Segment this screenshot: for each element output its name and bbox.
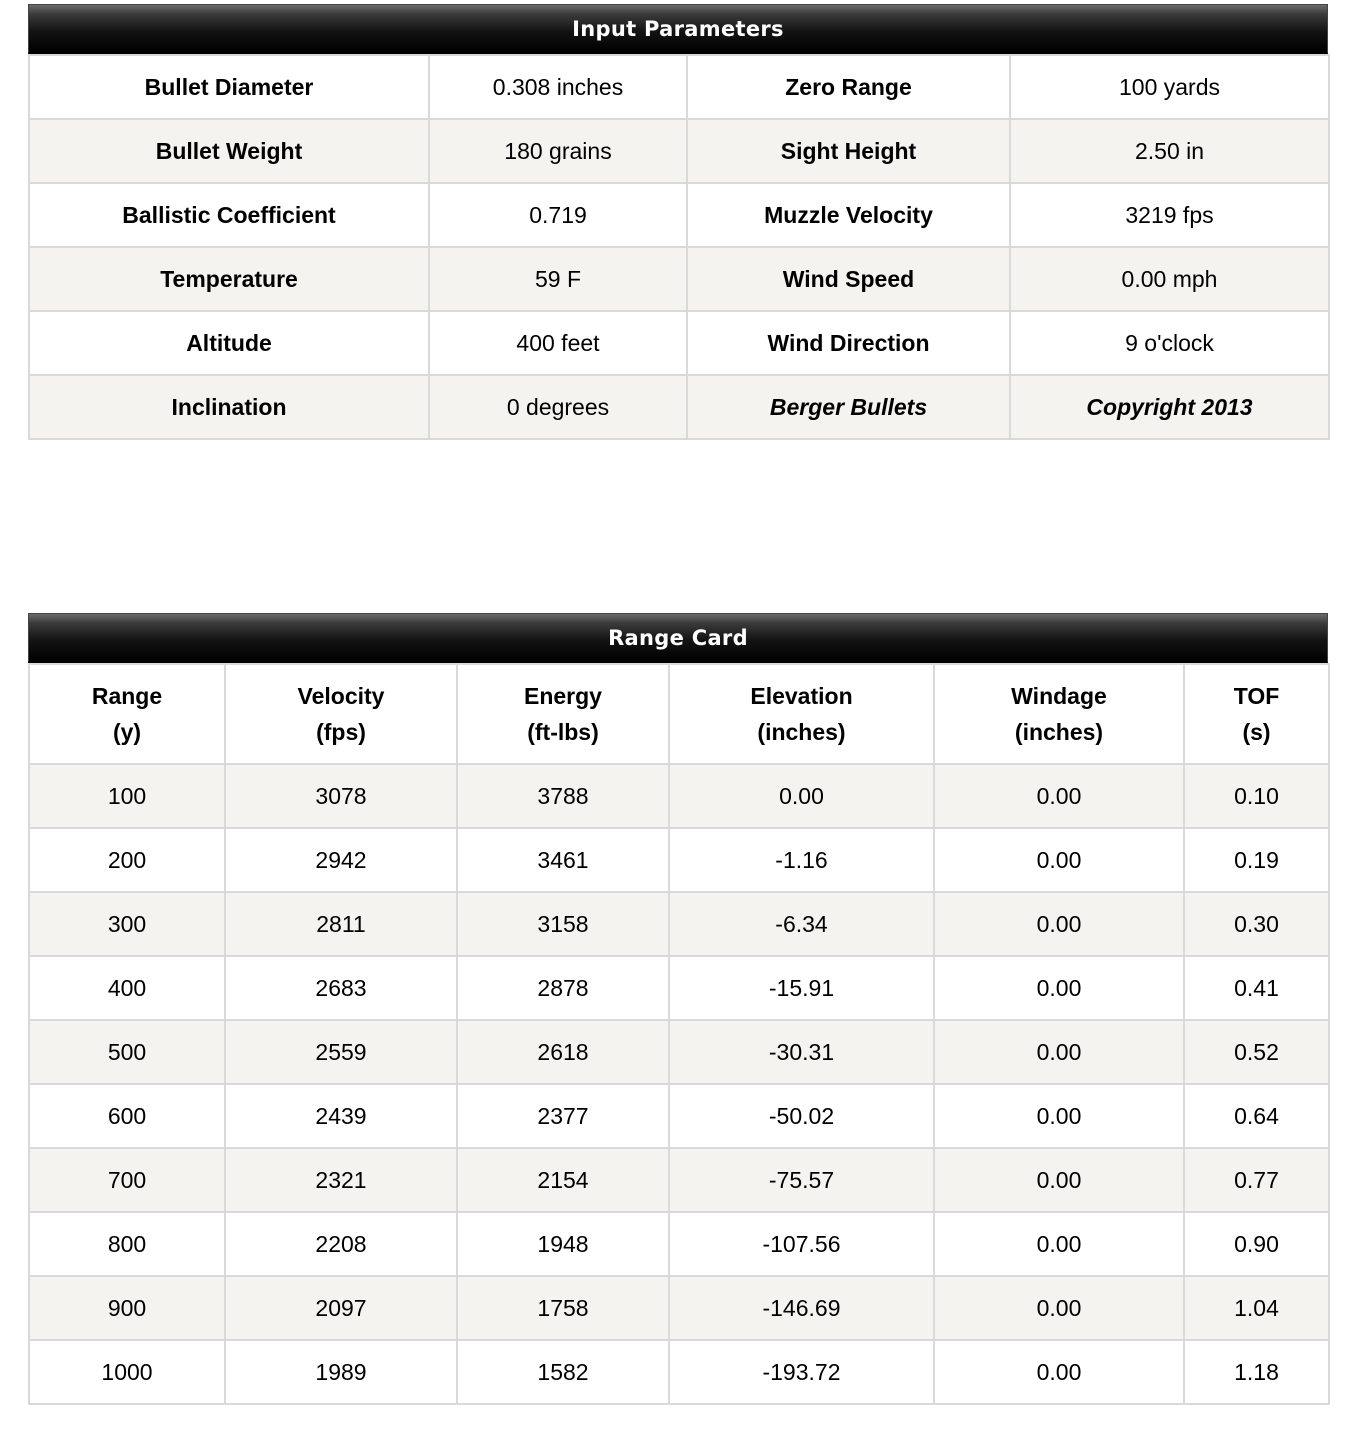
cell-velocity: 2811 (225, 892, 457, 956)
cell-elevation: -1.16 (669, 828, 934, 892)
cell-velocity: 1989 (225, 1340, 457, 1404)
column-header-range: Range (y) (29, 664, 225, 764)
cell-windage: 0.00 (934, 956, 1184, 1020)
cell-windage: 0.00 (934, 1148, 1184, 1212)
column-header-windage: Windage (inches) (934, 664, 1184, 764)
table-row (29, 956, 1329, 1020)
cell-tof: 0.41 (1184, 956, 1329, 1020)
cell-tof: 0.30 (1184, 892, 1329, 956)
param-label: Altitude (29, 311, 429, 375)
column-header-energy: Energy (ft-lbs) (457, 664, 669, 764)
cell-energy: 1948 (457, 1212, 669, 1276)
cell-tof: 0.10 (1184, 764, 1329, 828)
param-label: Wind Direction (687, 311, 1010, 375)
param-label: Inclination (29, 375, 429, 439)
column-header-tof: TOF (s) (1184, 664, 1329, 764)
param-value: 100 yards (1010, 55, 1329, 119)
cell-elevation: -193.72 (669, 1340, 934, 1404)
table-row (29, 1148, 1329, 1212)
cell-energy: 1758 (457, 1276, 669, 1340)
cell-tof: 0.77 (1184, 1148, 1329, 1212)
param-label: Ballistic Coefficient (29, 183, 429, 247)
cell-velocity: 2559 (225, 1020, 457, 1084)
param-value: 59 F (429, 247, 687, 311)
cell-windage: 0.00 (934, 1276, 1184, 1340)
cell-velocity: 2942 (225, 828, 457, 892)
cell-elevation: -30.31 (669, 1020, 934, 1084)
param-label: Bullet Weight (29, 119, 429, 183)
cell-range: 100 (29, 764, 225, 828)
param-label: Bullet Diameter (29, 55, 429, 119)
copyright-label: Copyright 2013 (1010, 375, 1329, 439)
cell-range: 400 (29, 956, 225, 1020)
cell-range: 600 (29, 1084, 225, 1148)
table-row (29, 1084, 1329, 1148)
cell-energy: 2878 (457, 956, 669, 1020)
cell-elevation: -50.02 (669, 1084, 934, 1148)
cell-windage: 0.00 (934, 1084, 1184, 1148)
cell-windage: 0.00 (934, 1340, 1184, 1404)
param-value: 0.00 mph (1010, 247, 1329, 311)
cell-elevation: -107.56 (669, 1212, 934, 1276)
table-row (29, 375, 1329, 439)
param-value: 9 o'clock (1010, 311, 1329, 375)
cell-windage: 0.00 (934, 764, 1184, 828)
cell-velocity: 2208 (225, 1212, 457, 1276)
cell-tof: 0.52 (1184, 1020, 1329, 1084)
cell-velocity: 2097 (225, 1276, 457, 1340)
table-row (29, 1340, 1329, 1404)
cell-tof: 0.90 (1184, 1212, 1329, 1276)
cell-tof: 1.04 (1184, 1276, 1329, 1340)
cell-energy: 2377 (457, 1084, 669, 1148)
cell-velocity: 2439 (225, 1084, 457, 1148)
cell-tof: 1.18 (1184, 1340, 1329, 1404)
table-row (29, 119, 1329, 183)
cell-range: 500 (29, 1020, 225, 1084)
cell-energy: 3461 (457, 828, 669, 892)
cell-energy: 2154 (457, 1148, 669, 1212)
cell-velocity: 3078 (225, 764, 457, 828)
param-value: 0 degrees (429, 375, 687, 439)
param-value: 0.719 (429, 183, 687, 247)
range-card-table (28, 663, 1330, 1405)
input-parameters-title: Input Parameters (28, 4, 1328, 54)
table-row (29, 1212, 1329, 1276)
cell-windage: 0.00 (934, 892, 1184, 956)
cell-windage: 0.00 (934, 1212, 1184, 1276)
cell-velocity: 2321 (225, 1148, 457, 1212)
cell-elevation: -6.34 (669, 892, 934, 956)
brand-label: Berger Bullets (687, 375, 1010, 439)
cell-elevation: -15.91 (669, 956, 934, 1020)
param-value: 2.50 in (1010, 119, 1329, 183)
cell-elevation: 0.00 (669, 764, 934, 828)
param-value: 400 feet (429, 311, 687, 375)
cell-range: 900 (29, 1276, 225, 1340)
range-card-title: Range Card (28, 613, 1328, 663)
cell-energy: 3788 (457, 764, 669, 828)
param-value: 3219 fps (1010, 183, 1329, 247)
cell-range: 200 (29, 828, 225, 892)
cell-energy: 3158 (457, 892, 669, 956)
column-header-velocity: Velocity (fps) (225, 664, 457, 764)
table-row (29, 1020, 1329, 1084)
cell-elevation: -75.57 (669, 1148, 934, 1212)
cell-tof: 0.64 (1184, 1084, 1329, 1148)
param-label: Temperature (29, 247, 429, 311)
cell-range: 1000 (29, 1340, 225, 1404)
cell-velocity: 2683 (225, 956, 457, 1020)
table-row (29, 1276, 1329, 1340)
table-row (29, 183, 1329, 247)
input-parameters-panel (28, 4, 1328, 440)
param-value: 0.308 inches (429, 55, 687, 119)
param-value: 180 grains (429, 119, 687, 183)
param-label: Zero Range (687, 55, 1010, 119)
input-parameters-table (28, 54, 1330, 440)
cell-windage: 0.00 (934, 1020, 1184, 1084)
cell-windage: 0.00 (934, 828, 1184, 892)
cell-energy: 2618 (457, 1020, 669, 1084)
param-label: Muzzle Velocity (687, 183, 1010, 247)
table-row (29, 828, 1329, 892)
cell-elevation: -146.69 (669, 1276, 934, 1340)
table-row (29, 247, 1329, 311)
table-row (29, 764, 1329, 828)
cell-range: 700 (29, 1148, 225, 1212)
cell-tof: 0.19 (1184, 828, 1329, 892)
cell-range: 300 (29, 892, 225, 956)
table-row (29, 55, 1329, 119)
table-row (29, 311, 1329, 375)
cell-range: 800 (29, 1212, 225, 1276)
param-label: Wind Speed (687, 247, 1010, 311)
cell-energy: 1582 (457, 1340, 669, 1404)
header-row (29, 664, 1329, 764)
param-label: Sight Height (687, 119, 1010, 183)
range-card-panel (28, 613, 1328, 1405)
column-header-elevation: Elevation (inches) (669, 664, 934, 764)
table-row (29, 892, 1329, 956)
